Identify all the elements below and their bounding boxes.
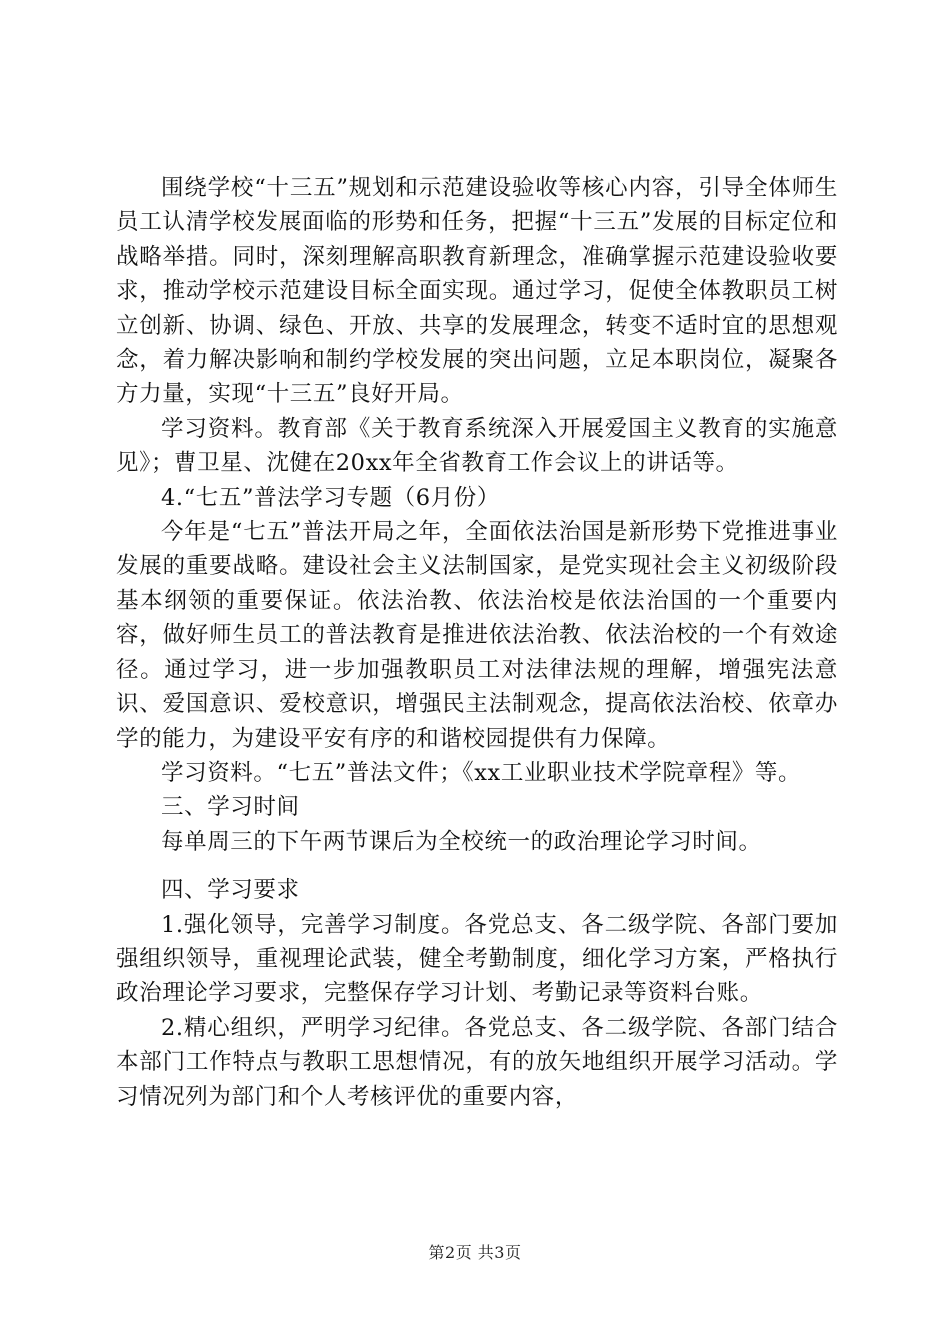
paragraph-study-materials-2: 学习资料。“七五”普法文件；《xx工业职业技术学院章程》等。 bbox=[161, 759, 802, 786]
page-number-footer: 第2页 共3页 bbox=[428, 1243, 522, 1262]
paragraph-topic-heading: 4.“七五”普法学习专题（6月份） bbox=[161, 484, 500, 511]
document-body bbox=[116, 171, 838, 1114]
section-heading-study-time: 三、学习时间 bbox=[161, 794, 300, 821]
section-heading-study-requirements: 四、学习要求 bbox=[161, 877, 300, 904]
paragraph-goal-description: 围绕学校“十三五”规划和示范建设验收等核心内容，引导全体师生员工认清学校发展面临的形势和任务，把握“十三五”发展的目标定位和战略举措。同时，深刻理解高职教育新理念，准确掌握示范建设验收要求，推动学校示范建设目标全面实现。通过学习，促使全体教职员工树立创新、协调、绿色、开放、共享的发展理念，转变不适时宜的思想观念，着力解决影响和制约学校发展的突出问题，立足本职岗位，凝聚各方力量，实现“十三五”良好开局。 bbox=[116, 175, 838, 408]
paragraph-requirement-1: 1.强化领导，完善学习制度。各党总支、各二级学院、各部门要加强组织领导，重视理论武装，健全考勤制度，细化学习方案，严格执行政治理论学习要求，完整保存学习计划、考勤记录等资料台账。 bbox=[116, 911, 838, 1007]
paragraph-law-education: 今年是“七五”普法开局之年，全面依法治国是新形势下党推进事业发展的重要战略。建设社会主义法制国家，是党实现社会主义初级阶段基本纲领的重要保证。依法治教、依法治校是依法治国的一个重要内容，做好师生员工的普法教育是推进依法治教、依法治校的一个有效途径。通过学习，进一步加强教职员工对法律法规的理解，增强宪法意识、爱国意识、爱校意识，增强民主法制观念，提高依法治校、依章办学的能力，为建设平安有序的和谐校园提供有力保障。 bbox=[116, 519, 838, 752]
paragraph-study-materials-1: 学习资料。教育部《关于教育系统深入开展爱国主义教育的实施意见》；曹卫星、沈健在20xx年全省教育工作会议上的讲话等。 bbox=[116, 415, 838, 477]
paragraph-study-time: 每单周三的下午两节课后为全校统一的政治理论学习时间。 bbox=[161, 828, 762, 855]
paragraph-requirement-2: 2.精心组织，严明学习纪律。各党总支、各二级学院、各部门结合本部门工作特点与教职工思想情况，有的放矢地组织开展学习活动。学习情况列为部门和个人考核评优的重要内容， bbox=[116, 1014, 838, 1110]
